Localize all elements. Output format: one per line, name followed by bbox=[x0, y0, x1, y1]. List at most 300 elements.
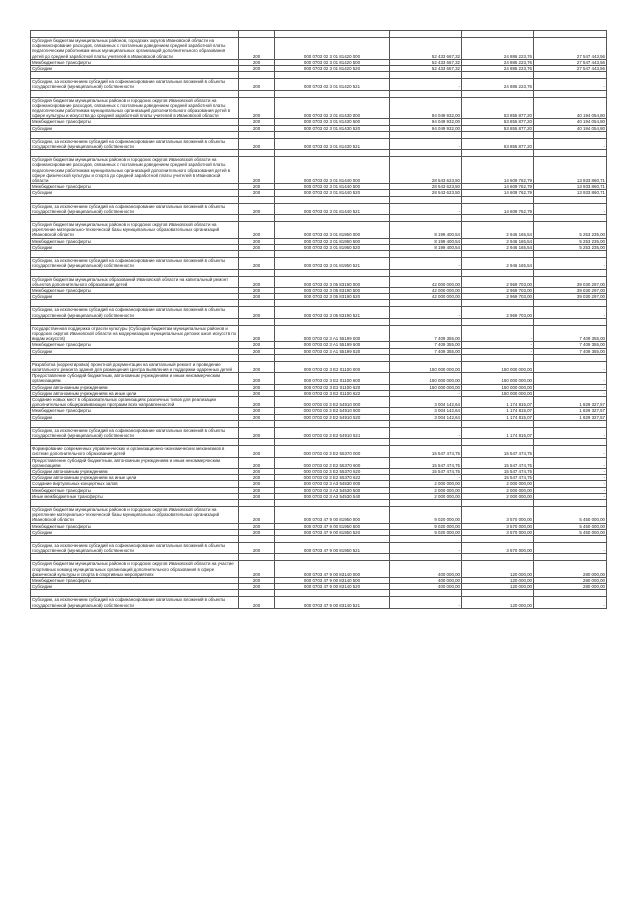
expense-name-cell: Субсидии, за исключением субсидий на софинансирование капитальных вложений в объекты государственной (муниципальной) собственности bbox=[31, 543, 239, 554]
table-row bbox=[31, 561, 607, 578]
expense-name-cell: Субсидия бюджетам муниципальных районов и городских округов Ивановской области на софинансирование расходов, связанных с поэтапным доведением средней заработной платы педагогическим работникам муниципальных организаций дополнительного образования детей в сфере физической культуры и спорта до средней заработной платы учителей в Ивановской области bbox=[31, 157, 239, 184]
unexecuted-amount-cell: 39 030 297,00 bbox=[534, 276, 607, 287]
executed-amount-cell: 24 886 223,76 bbox=[462, 38, 534, 60]
executed-amount-cell: 150 000 000,00 bbox=[462, 361, 534, 372]
empty-cell bbox=[275, 31, 390, 38]
empty-cell bbox=[462, 300, 534, 307]
line-code-cell: 200 bbox=[239, 597, 275, 608]
line-code-cell: 200 bbox=[239, 342, 275, 348]
expense-name-cell: Межбюджетные трансферты bbox=[31, 523, 239, 529]
empty-cell bbox=[390, 215, 462, 222]
budget-classification-code-cell: 000 0703 02 3 01 81440 520 bbox=[275, 190, 390, 196]
expense-name-cell: Предоставление субсидий бюджетным, автономным учреждениям и иным некоммерческим организациям bbox=[31, 457, 239, 468]
unexecuted-amount-cell: - bbox=[534, 597, 607, 608]
empty-cell bbox=[390, 251, 462, 258]
empty-cell bbox=[534, 554, 607, 561]
executed-amount-cell: - bbox=[462, 325, 534, 342]
approved-amount-cell: 15 547 474,75 bbox=[390, 457, 462, 468]
executed-amount-cell: 120 000,00 bbox=[462, 578, 534, 584]
empty-cell bbox=[31, 31, 239, 38]
spacer-row bbox=[31, 318, 607, 325]
unexecuted-amount-cell: - bbox=[534, 543, 607, 554]
approved-amount-cell: 150 000 000,00 bbox=[390, 373, 462, 384]
empty-cell bbox=[239, 500, 275, 507]
expense-name-cell: Субсидии bbox=[31, 66, 239, 72]
unexecuted-amount-cell: 13 933 860,71 bbox=[534, 157, 607, 184]
executed-amount-cell: - bbox=[462, 348, 534, 354]
table-row bbox=[31, 543, 607, 554]
expense-name-cell: Межбюджетные трансферты bbox=[31, 59, 239, 65]
expense-name-cell: Субсидии bbox=[31, 125, 239, 131]
empty-cell bbox=[462, 31, 534, 38]
empty-cell bbox=[275, 300, 390, 307]
empty-cell bbox=[390, 72, 462, 79]
approved-amount-cell: 42 000 000,00 bbox=[390, 287, 462, 293]
expense-name-cell: Предоставление субсидий бюджетным, автономным учреждениям и иным некоммерческим организациям bbox=[31, 373, 239, 384]
line-code-cell: 200 bbox=[239, 373, 275, 384]
empty-cell bbox=[239, 420, 275, 427]
budget-classification-code-cell: 000 0703 47 9 00 83140 000 bbox=[275, 561, 390, 578]
unexecuted-amount-cell: 7 409 355,00 bbox=[534, 348, 607, 354]
table-row bbox=[31, 427, 607, 438]
executed-amount-cell: 2 969 703,00 bbox=[462, 294, 534, 300]
budget-classification-code-cell: 000 0703 47 9 00 81950 500 bbox=[275, 523, 390, 529]
spacer-row bbox=[31, 269, 607, 276]
empty-cell bbox=[462, 500, 534, 507]
executed-amount-cell: 1 174 815,07 bbox=[462, 408, 534, 414]
line-code-cell: 200 bbox=[239, 529, 275, 535]
approved-amount-cell: - bbox=[390, 597, 462, 608]
empty-cell bbox=[239, 439, 275, 446]
empty-cell bbox=[31, 439, 239, 446]
executed-amount-cell: 2 000 000,00 bbox=[462, 481, 534, 487]
unexecuted-amount-cell: - bbox=[534, 384, 607, 390]
empty-cell bbox=[390, 439, 462, 446]
empty-cell bbox=[239, 300, 275, 307]
expense-name-cell: Субсидии bbox=[31, 244, 239, 250]
empty-cell bbox=[31, 150, 239, 157]
line-code-cell: 200 bbox=[239, 258, 275, 269]
expense-name-cell: Субсидии, за исключением субсидий на софинансирование капитальных вложений в объекты государственной (муниципальной) собственности bbox=[31, 427, 239, 438]
budget-table bbox=[30, 30, 607, 609]
table-row bbox=[31, 203, 607, 214]
executed-amount-cell: 2 946 165,54 bbox=[462, 222, 534, 239]
expense-name-cell: Межбюджетные трансферты bbox=[31, 342, 239, 348]
line-code-cell: 200 bbox=[239, 578, 275, 584]
budget-classification-code-cell: 000 0703 47 9 00 83140 521 bbox=[275, 597, 390, 608]
unexecuted-amount-cell: 39 030 297,00 bbox=[534, 287, 607, 293]
unexecuted-amount-cell: 5 253 235,00 bbox=[534, 244, 607, 250]
approved-amount-cell: - bbox=[390, 138, 462, 149]
expense-name-cell: Субсидии, за исключением субсидий на софинансирование капитальных вложений в объекты государственной (муниципальной) собственности bbox=[31, 79, 239, 90]
empty-cell bbox=[534, 439, 607, 446]
approved-amount-cell: 7 409 355,00 bbox=[390, 325, 462, 342]
table-row bbox=[31, 307, 607, 318]
expense-name-cell: Субсидии bbox=[31, 190, 239, 196]
table-row bbox=[31, 276, 607, 287]
empty-cell bbox=[462, 536, 534, 543]
approved-amount-cell: 7 409 355,00 bbox=[390, 348, 462, 354]
unexecuted-amount-cell: - bbox=[534, 307, 607, 318]
empty-cell bbox=[534, 536, 607, 543]
approved-amount-cell: - bbox=[390, 203, 462, 214]
empty-cell bbox=[239, 90, 275, 97]
line-code-cell: 200 bbox=[239, 276, 275, 287]
table-row bbox=[31, 481, 607, 487]
empty-cell bbox=[390, 269, 462, 276]
budget-classification-code-cell: 000 0703 02 3 E2 55370 620 bbox=[275, 468, 390, 474]
empty-cell bbox=[390, 90, 462, 97]
line-code-cell: 200 bbox=[239, 190, 275, 196]
unexecuted-amount-cell: 27 547 443,56 bbox=[534, 66, 607, 72]
spacer-row bbox=[31, 90, 607, 97]
expense-name-cell: Формирование современных управленческих и организационно-экономических механизмов в системе дополнительного образования детей bbox=[31, 446, 239, 457]
line-code-cell: 200 bbox=[239, 507, 275, 524]
executed-amount-cell: 3 570 000,00 bbox=[462, 523, 534, 529]
executed-amount-cell: 2 000 000,00 bbox=[462, 493, 534, 499]
budget-classification-code-cell: 000 0703 02 3 01 81950 500 bbox=[275, 238, 390, 244]
expense-name-cell: Межбюджетные трансферты bbox=[31, 119, 239, 125]
empty-cell bbox=[239, 31, 275, 38]
executed-amount-cell: 150 000 000,00 bbox=[462, 390, 534, 396]
unexecuted-amount-cell: - bbox=[534, 373, 607, 384]
budget-classification-code-cell: 000 0703 02 3 E2 01100 600 bbox=[275, 373, 390, 384]
approved-amount-cell: 3 004 142,64 bbox=[390, 396, 462, 407]
executed-amount-cell: 3 570 000,00 bbox=[462, 507, 534, 524]
empty-cell bbox=[462, 72, 534, 79]
unexecuted-amount-cell: 5 450 000,00 bbox=[534, 523, 607, 529]
budget-classification-code-cell: 000 0703 02 3 01 81950 521 bbox=[275, 258, 390, 269]
expense-name-cell: Межбюджетные трансферты bbox=[31, 487, 239, 493]
empty-cell bbox=[534, 215, 607, 222]
unexecuted-amount-cell: - bbox=[534, 361, 607, 372]
empty-cell bbox=[534, 354, 607, 361]
expense-name-cell: Субсидия бюджетам муниципальных районов и городских округов Ивановской области на участие спортивных команд муниципальных организаций дополнительного образования в сфере физической культуры и спорта в спортивных мероприятиях bbox=[31, 561, 239, 578]
unexecuted-amount-cell: - bbox=[534, 427, 607, 438]
budget-classification-code-cell: 000 0703 47 9 00 81950 521 bbox=[275, 543, 390, 554]
table-row bbox=[31, 138, 607, 149]
spacer-row bbox=[31, 131, 607, 138]
empty-cell bbox=[534, 590, 607, 597]
empty-cell bbox=[390, 318, 462, 325]
empty-cell bbox=[31, 72, 239, 79]
spacer-row bbox=[31, 31, 607, 38]
approved-amount-cell: 8 199 400,54 bbox=[390, 222, 462, 239]
unexecuted-amount-cell: 40 194 054,80 bbox=[534, 125, 607, 131]
line-code-cell: 200 bbox=[239, 157, 275, 184]
empty-cell bbox=[390, 354, 462, 361]
budget-classification-code-cell: 000 0703 02 3 01 81440 521 bbox=[275, 203, 390, 214]
line-code-cell: 200 bbox=[239, 427, 275, 438]
table-row bbox=[31, 597, 607, 608]
budget-classification-code-cell: 000 0703 02 3 05 83190 520 bbox=[275, 294, 390, 300]
unexecuted-amount-cell: - bbox=[534, 258, 607, 269]
table-row bbox=[31, 222, 607, 239]
budget-classification-code-cell: 000 0703 02 3 05 83190 521 bbox=[275, 307, 390, 318]
budget-classification-code-cell: 000 0703 02 3 E2 54910 500 bbox=[275, 408, 390, 414]
approved-amount-cell: 9 020 000,00 bbox=[390, 523, 462, 529]
empty-cell bbox=[239, 269, 275, 276]
spacer-row bbox=[31, 439, 607, 446]
line-code-cell: 200 bbox=[239, 294, 275, 300]
line-code-cell: 200 bbox=[239, 523, 275, 529]
unexecuted-amount-cell: - bbox=[534, 493, 607, 499]
empty-cell bbox=[390, 131, 462, 138]
empty-cell bbox=[534, 72, 607, 79]
expense-name-cell: Межбюджетные трансферты bbox=[31, 408, 239, 414]
table-row bbox=[31, 390, 607, 396]
unexecuted-amount-cell: 1 829 327,57 bbox=[534, 408, 607, 414]
executed-amount-cell: 15 547 474,75 bbox=[462, 457, 534, 468]
empty-cell bbox=[390, 590, 462, 597]
empty-cell bbox=[31, 500, 239, 507]
unexecuted-amount-cell: 27 547 443,56 bbox=[534, 59, 607, 65]
line-code-cell: 200 bbox=[239, 390, 275, 396]
spacer-row bbox=[31, 500, 607, 507]
expense-name-cell: Субсидии bbox=[31, 294, 239, 300]
budget-classification-code-cell: 000 0703 02 3 01 81950 000 bbox=[275, 222, 390, 239]
empty-cell bbox=[31, 90, 239, 97]
expense-name-cell: Субсидии автономным учреждениям bbox=[31, 468, 239, 474]
unexecuted-amount-cell: 280 000,00 bbox=[534, 584, 607, 590]
empty-cell bbox=[390, 554, 462, 561]
approved-amount-cell: 400 000,00 bbox=[390, 561, 462, 578]
table-row bbox=[31, 507, 607, 524]
spacer-row bbox=[31, 300, 607, 307]
spacer-row bbox=[31, 536, 607, 543]
budget-classification-code-cell: 000 0703 02 3 E2 01100 620 bbox=[275, 384, 390, 390]
empty-cell bbox=[462, 251, 534, 258]
executed-amount-cell: 2 000 000,00 bbox=[462, 487, 534, 493]
budget-classification-code-cell: 000 0703 02 3 A1 55199 520 bbox=[275, 348, 390, 354]
approved-amount-cell: 52 433 667,32 bbox=[390, 59, 462, 65]
executed-amount-cell: 15 547 474,75 bbox=[462, 475, 534, 481]
empty-cell bbox=[275, 318, 390, 325]
line-code-cell: 200 bbox=[239, 59, 275, 65]
approved-amount-cell: - bbox=[390, 543, 462, 554]
line-code-cell: 200 bbox=[239, 222, 275, 239]
approved-amount-cell: - bbox=[390, 307, 462, 318]
approved-amount-cell: 42 000 000,00 bbox=[390, 276, 462, 287]
empty-cell bbox=[462, 196, 534, 203]
expense-name-cell: Межбюджетные трансферты bbox=[31, 238, 239, 244]
empty-cell bbox=[534, 300, 607, 307]
unexecuted-amount-cell: - bbox=[534, 481, 607, 487]
unexecuted-amount-cell: - bbox=[534, 138, 607, 149]
approved-amount-cell: 94 049 932,00 bbox=[390, 97, 462, 119]
executed-amount-cell: 2 969 703,00 bbox=[462, 276, 534, 287]
budget-classification-code-cell: 000 0703 02 3 E2 01100 000 bbox=[275, 361, 390, 372]
empty-cell bbox=[31, 196, 239, 203]
budget-classification-code-cell: 000 0703 47 9 00 83140 520 bbox=[275, 584, 390, 590]
unexecuted-amount-cell: - bbox=[534, 468, 607, 474]
expense-name-cell: Субсидии автономным учреждениям на иные цели bbox=[31, 390, 239, 396]
empty-cell bbox=[390, 150, 462, 157]
unexecuted-amount-cell: 5 450 000,00 bbox=[534, 529, 607, 535]
empty-cell bbox=[462, 150, 534, 157]
unexecuted-amount-cell: - bbox=[534, 79, 607, 90]
line-code-cell: 200 bbox=[239, 125, 275, 131]
approved-amount-cell: 52 433 667,32 bbox=[390, 66, 462, 72]
executed-amount-cell: 2 946 165,54 bbox=[462, 258, 534, 269]
unexecuted-amount-cell: 27 547 443,56 bbox=[534, 38, 607, 60]
executed-amount-cell: 3 570 000,00 bbox=[462, 529, 534, 535]
budget-classification-code-cell: 000 0703 02 3 A1 55199 500 bbox=[275, 342, 390, 348]
executed-amount-cell: 120 000,00 bbox=[462, 597, 534, 608]
budget-classification-code-cell: 000 0703 02 3 A1 55199 000 bbox=[275, 325, 390, 342]
empty-cell bbox=[462, 215, 534, 222]
budget-classification-code-cell: 000 0703 47 9 00 83140 500 bbox=[275, 578, 390, 584]
table-row bbox=[31, 373, 607, 384]
line-code-cell: 200 bbox=[239, 396, 275, 407]
empty-cell bbox=[275, 354, 390, 361]
unexecuted-amount-cell: 7 409 355,00 bbox=[534, 342, 607, 348]
executed-amount-cell: 14 609 762,79 bbox=[462, 203, 534, 214]
table-row bbox=[31, 325, 607, 342]
table-row bbox=[31, 396, 607, 407]
empty-cell bbox=[462, 590, 534, 597]
empty-cell bbox=[462, 554, 534, 561]
executed-amount-cell: 24 886 223,76 bbox=[462, 59, 534, 65]
empty-cell bbox=[275, 269, 390, 276]
approved-amount-cell: 9 020 000,00 bbox=[390, 507, 462, 524]
approved-amount-cell: 15 547 474,75 bbox=[390, 446, 462, 457]
empty-cell bbox=[462, 354, 534, 361]
expense-name-cell: Межбюджетные трансферты bbox=[31, 287, 239, 293]
line-code-cell: 200 bbox=[239, 493, 275, 499]
budget-classification-code-cell: 000 0703 02 3 05 83190 000 bbox=[275, 276, 390, 287]
empty-cell bbox=[534, 500, 607, 507]
empty-cell bbox=[462, 269, 534, 276]
expense-name-cell: Субсидии, за исключением субсидий на софинансирование капитальных вложений в объекты государственной (муниципальной) собственности bbox=[31, 138, 239, 149]
line-code-cell: 200 bbox=[239, 384, 275, 390]
unexecuted-amount-cell: 280 000,00 bbox=[534, 578, 607, 584]
unexecuted-amount-cell: 1 829 327,57 bbox=[534, 396, 607, 407]
expense-name-cell: Субсидии, за исключением субсидий на софинансирование капитальных вложений в объекты государственной (муниципальной) собственности bbox=[31, 307, 239, 318]
approved-amount-cell: 52 433 667,32 bbox=[390, 38, 462, 60]
executed-amount-cell: 14 609 762,79 bbox=[462, 184, 534, 190]
empty-cell bbox=[390, 500, 462, 507]
unexecuted-amount-cell: 5 450 000,00 bbox=[534, 507, 607, 524]
empty-cell bbox=[239, 318, 275, 325]
line-code-cell: 200 bbox=[239, 408, 275, 414]
executed-amount-cell: 53 855 877,20 bbox=[462, 125, 534, 131]
executed-amount-cell: - bbox=[462, 342, 534, 348]
empty-cell bbox=[534, 196, 607, 203]
empty-cell bbox=[275, 420, 390, 427]
empty-cell bbox=[275, 72, 390, 79]
empty-cell bbox=[462, 439, 534, 446]
approved-amount-cell: 150 000 000,00 bbox=[390, 361, 462, 372]
executed-amount-cell: 150 000 000,00 bbox=[462, 384, 534, 390]
approved-amount-cell: 7 409 355,00 bbox=[390, 342, 462, 348]
empty-cell bbox=[462, 90, 534, 97]
line-code-cell: 200 bbox=[239, 203, 275, 214]
approved-amount-cell: 28 543 623,50 bbox=[390, 184, 462, 190]
unexecuted-amount-cell: 7 409 355,00 bbox=[534, 325, 607, 342]
approved-amount-cell: 8 199 400,54 bbox=[390, 238, 462, 244]
budget-classification-code-cell: 000 0703 02 3 01 81430 521 bbox=[275, 138, 390, 149]
line-code-cell: 200 bbox=[239, 287, 275, 293]
unexecuted-amount-cell: 39 030 297,00 bbox=[534, 294, 607, 300]
line-code-cell: 200 bbox=[239, 543, 275, 554]
budget-classification-code-cell: 000 0703 02 3 01 81420 520 bbox=[275, 66, 390, 72]
expense-name-cell: Субсидии автономным учреждениям bbox=[31, 384, 239, 390]
budget-classification-code-cell: 000 0703 02 3 E2 55370 000 bbox=[275, 446, 390, 457]
spacer-row bbox=[31, 215, 607, 222]
empty-cell bbox=[275, 196, 390, 203]
empty-cell bbox=[31, 536, 239, 543]
empty-cell bbox=[390, 31, 462, 38]
budget-classification-code-cell: 000 0703 02 3 01 81420 500 bbox=[275, 59, 390, 65]
budget-classification-code-cell: 000 0703 02 3 A3 54530 000 bbox=[275, 481, 390, 487]
empty-cell bbox=[462, 420, 534, 427]
line-code-cell: 200 bbox=[239, 184, 275, 190]
line-code-cell: 200 bbox=[239, 307, 275, 318]
executed-amount-cell: 15 547 474,75 bbox=[462, 446, 534, 457]
unexecuted-amount-cell: 280 000,00 bbox=[534, 561, 607, 578]
approved-amount-cell: 28 543 623,50 bbox=[390, 190, 462, 196]
empty-cell bbox=[239, 215, 275, 222]
empty-cell bbox=[239, 536, 275, 543]
budget-classification-code-cell: 000 0703 02 3 E2 01100 622 bbox=[275, 390, 390, 396]
approved-amount-cell: 2 000 000,00 bbox=[390, 487, 462, 493]
approved-amount-cell: 15 547 474,75 bbox=[390, 468, 462, 474]
unexecuted-amount-cell: - bbox=[534, 203, 607, 214]
approved-amount-cell: - bbox=[390, 258, 462, 269]
empty-cell bbox=[31, 251, 239, 258]
expense-name-cell: Разработка (корректировка) проектной документации на капитальный ремонт и проведение капитального ремонта здания для размещения Центра выявления и поддержки одаренных детей bbox=[31, 361, 239, 372]
budget-classification-code-cell: 000 0703 02 3 E2 55370 622 bbox=[275, 475, 390, 481]
approved-amount-cell: 3 004 142,64 bbox=[390, 414, 462, 420]
empty-cell bbox=[31, 300, 239, 307]
budget-classification-code-cell: 000 0703 02 3 01 81950 520 bbox=[275, 244, 390, 250]
empty-cell bbox=[275, 554, 390, 561]
empty-cell bbox=[390, 536, 462, 543]
approved-amount-cell: 94 049 932,00 bbox=[390, 125, 462, 131]
table-row bbox=[31, 97, 607, 119]
empty-cell bbox=[462, 131, 534, 138]
expense-name-cell: Субсидии, за исключением субсидий на софинансирование капитальных вложений в объекты государственной (муниципальной) собственности bbox=[31, 203, 239, 214]
empty-cell bbox=[31, 131, 239, 138]
expense-name-cell: Субсидия бюджетам муниципальных районов и городских округов Ивановской области на укрепление материально-технической базы муниципальных образовательных организаций Ивановской области bbox=[31, 222, 239, 239]
approved-amount-cell: 3 004 142,64 bbox=[390, 408, 462, 414]
table-row bbox=[31, 475, 607, 481]
expense-name-cell: Государственная поддержка отрасли культуры (Субсидия бюджетам муниципальных районов и городских округов Ивановской области на модернизацию муниципальных детских школ искусств по видам искусств) bbox=[31, 325, 239, 342]
executed-amount-cell: 2 969 703,00 bbox=[462, 287, 534, 293]
line-code-cell: 200 bbox=[239, 361, 275, 372]
budget-classification-code-cell: 000 0703 02 3 E2 55370 600 bbox=[275, 457, 390, 468]
unexecuted-amount-cell: - bbox=[534, 487, 607, 493]
empty-cell bbox=[31, 318, 239, 325]
budget-classification-code-cell: 000 0703 02 3 E2 54910 520 bbox=[275, 414, 390, 420]
unexecuted-amount-cell: 40 194 054,80 bbox=[534, 119, 607, 125]
executed-amount-cell: 24 886 223,76 bbox=[462, 79, 534, 90]
line-code-cell: 200 bbox=[239, 138, 275, 149]
expense-name-cell: Субсидия бюджетам муниципальных районов и городских округов Ивановской области на софинансирование расходов, связанных с поэтапным доведением средней заработной платы педагогическим работникам муниципальных организаций дополнительного образования детей в сфере культуры и искусства до средней заработной платы учителей в Ивановской области bbox=[31, 97, 239, 119]
expense-name-cell: Субсидия бюджетам муниципальных образований Ивановской области на капитальный ремонт объектов дополнительного образования детей bbox=[31, 276, 239, 287]
empty-cell bbox=[239, 196, 275, 203]
executed-amount-cell: 2 946 165,54 bbox=[462, 244, 534, 250]
expense-name-cell: Субсидии bbox=[31, 414, 239, 420]
budget-classification-code-cell: 000 0703 02 3 01 81420 000 bbox=[275, 38, 390, 60]
approved-amount-cell: 28 543 623,50 bbox=[390, 157, 462, 184]
expense-name-cell: Создание виртуальных концертных залов bbox=[31, 481, 239, 487]
empty-cell bbox=[275, 131, 390, 138]
approved-amount-cell: 400 000,00 bbox=[390, 584, 462, 590]
expense-name-cell: Создание новых мест в образовательных организациях различных типов для реализации дополнительных общеразвивающих программ всех направленностей bbox=[31, 396, 239, 407]
approved-amount-cell: - bbox=[390, 79, 462, 90]
